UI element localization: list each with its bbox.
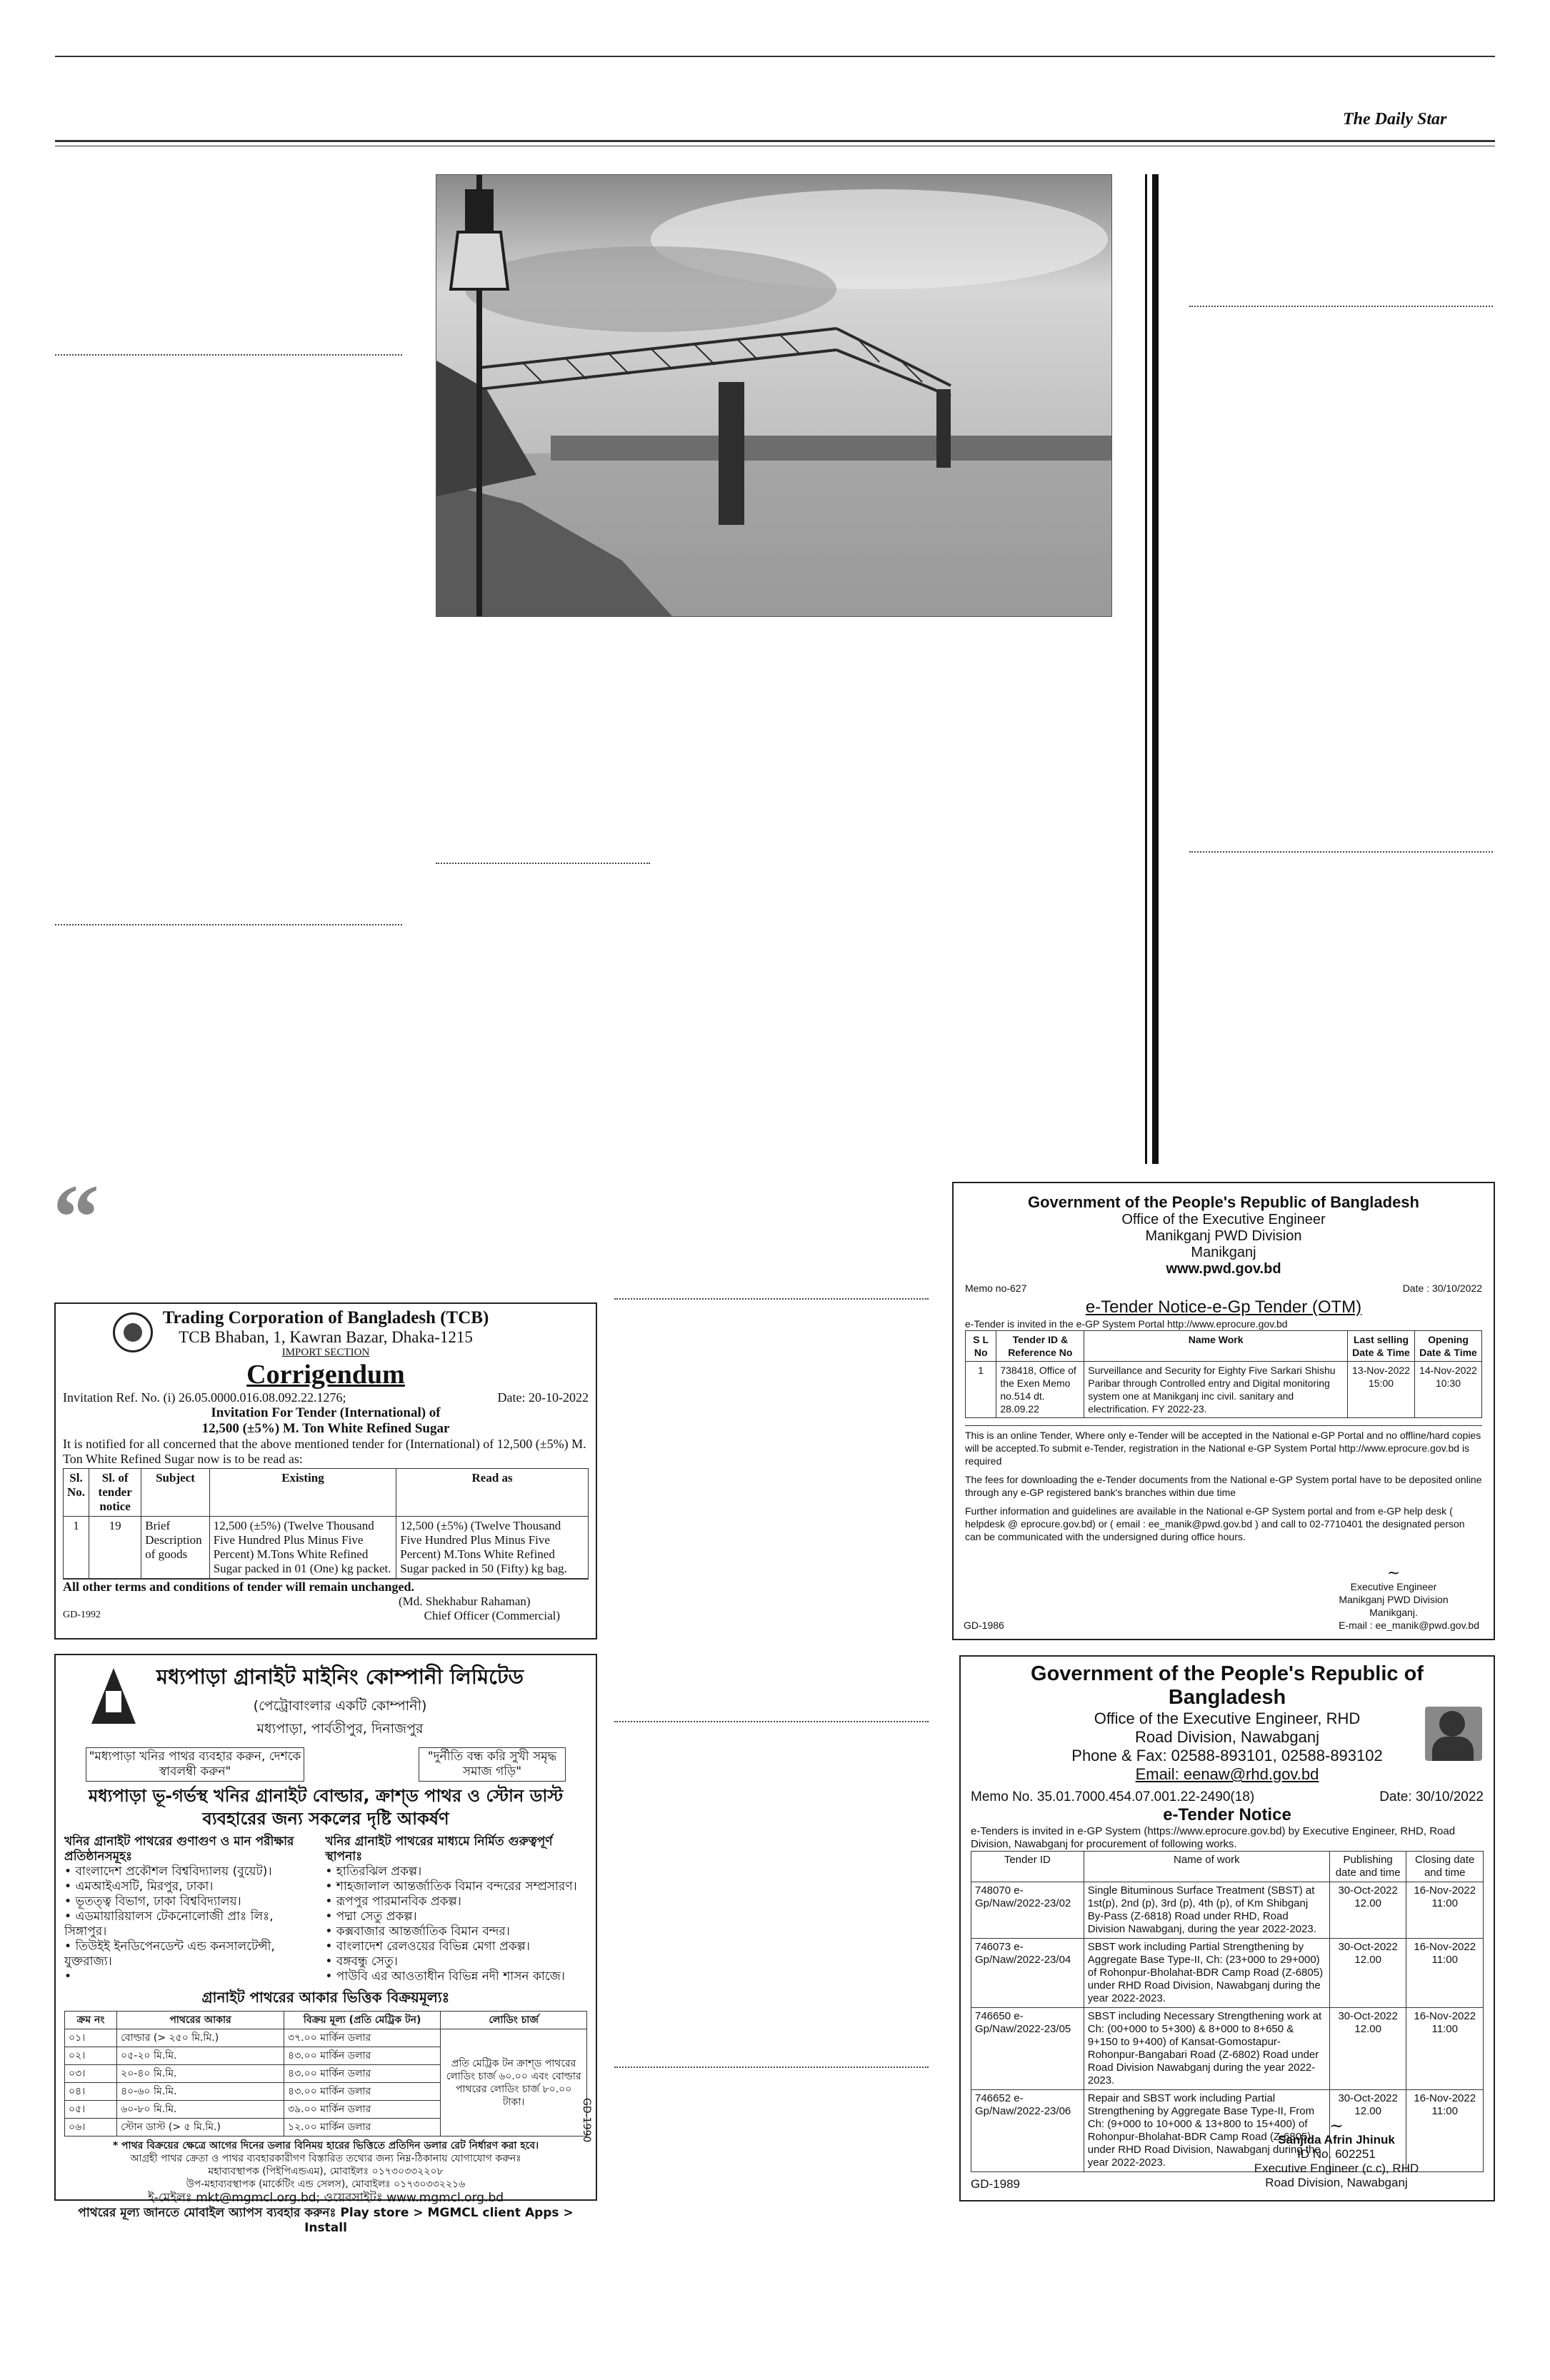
separator-left-2 — [55, 924, 402, 925]
tcb-date: Date: 20-10-2022 — [497, 1390, 589, 1405]
pwd-sig1: Executive Engineer — [1350, 1581, 1437, 1592]
table-cell: ০৩। — [65, 2065, 117, 2083]
rhd-invite: e-Tenders is invited in e-GP System (https://www.eprocure.gov.bd) by Executive Engineer, RHD, Road Division, Nawabganj for procurement of following works. — [971, 1825, 1456, 1850]
pwd-tender-ad — [952, 1182, 1495, 1640]
tcb-col-readas: Read as — [396, 1469, 589, 1517]
table-cell: 16-Nov-2022 11:00 — [1406, 1939, 1484, 2008]
tcb-address: TCB Bhaban, 1, Kawran Bazar, Dhaka-1215 — [179, 1328, 473, 1346]
tcb-logo — [113, 1312, 153, 1352]
table-cell: ৪০-৬০ মি.মি. — [117, 2083, 284, 2101]
table-row — [971, 2008, 1484, 2090]
tcb-signer: (Md. Shekhabur Rahaman) — [399, 1595, 531, 1608]
table-row — [65, 2029, 587, 2047]
tcb-org: Trading Corporation of Bangladesh (TCB) — [162, 1308, 489, 1327]
table-cell: ৪৩.০০ মার্কিন ডলার — [284, 2083, 441, 2101]
header-rule-1 — [55, 140, 1495, 142]
list-item: • শাহজালাল আন্তর্জাতিক বিমান বন্দরের সম্প্রসারণ। — [325, 1879, 577, 1894]
pwd-l5[interactable]: www.pwd.gov.bd — [1166, 1261, 1281, 1277]
tcb-signer-title: Chief Officer (Commercial) — [424, 1609, 560, 1622]
rhd-memo: Memo No. 35.01.7000.454.07.001.22-2490(18) — [971, 1789, 1255, 1804]
tcb-subtitle2: 12,500 (±5%) M. Ton White Refined Sugar — [201, 1421, 450, 1436]
list-item: • এমআইএসটি, মিরপুর, ঢাকা। — [64, 1879, 214, 1894]
list-item: • হাতিরঝিল প্রকল্প। — [325, 1864, 422, 1879]
table-row — [966, 1331, 1482, 1362]
table-header: ক্রম নং — [65, 2012, 117, 2029]
table-header: লোডিং চার্জ — [441, 2012, 587, 2029]
table-cell: 30-Oct-2022 12.00 — [1329, 2008, 1406, 2090]
table-cell: ৩৭.০০ মার্কিন ডলার — [284, 2029, 441, 2047]
table-row — [971, 1852, 1484, 1882]
list-item: • বাংলাদেশ রেলওয়ের বিভিন্ন মেগা প্রকল্প। — [325, 1939, 530, 1954]
tcb-title: Corrigendum — [246, 1360, 405, 1390]
pwd-invite: e-Tender is invited in the e-GP System Portal http://www.eprocure.gov.bd — [965, 1318, 1288, 1330]
rhd-sig1: Sanjida Afrin Jhinuk — [1278, 2133, 1395, 2146]
table-cell: বোল্ডার (> ২৫০ মি.মি.) — [117, 2029, 284, 2047]
pwd-memo: Memo no-627 — [965, 1282, 1027, 1294]
mgmcl-gd: GD-1990 — [581, 2097, 592, 2142]
table-header: Last selling Date & Time — [1348, 1331, 1415, 1362]
list-item: • বঙ্গবন্ধু সেতু। — [325, 1954, 398, 1969]
tcb-ref: Invitation Ref. No. (i) 26.05.0000.016.08.092.22.1276; — [63, 1390, 346, 1405]
table-cell: SBST work including Partial Strengthening by Aggregate Base Type-II, Ch: (23+000 to 29+000) of Rohonpur-Bholahat-BDR Camp Road (Z-6805) under RHD Road Division, Nawabganj during the year 2022-2023. — [1084, 1939, 1329, 2008]
separator-mid-4 — [614, 2067, 929, 2068]
table-header: Tender ID — [971, 1852, 1084, 1882]
mgmcl-note1: * পাথর বিক্রয়ের ক্ষেত্রে আগের দিনের ডলার বিনিময় হারের ভিত্তিতে প্রতিদিন ডলার রেট নির্ধারণ করা হবে। — [112, 2140, 539, 2151]
table-header: বিক্রয় মূল্য (প্রতি মেট্রিক টন) — [284, 2012, 441, 2029]
table-cell: ০৬। — [65, 2119, 117, 2137]
top-rule — [55, 56, 1495, 57]
pwd-sig3: Manikganj. — [1369, 1607, 1418, 1618]
mgmcl-contact2: উপ-মহাব্যবস্থাপক (মার্কেটিং এন্ড সেলস), মোবাইলঃ ০১৭৩০৩৩২২১৬ — [186, 2179, 466, 2190]
tcb-gd: GD-1992 — [63, 1610, 101, 1620]
pwd-l4: Manikganj — [1191, 1245, 1256, 1260]
table-row — [966, 1362, 1482, 1418]
mgmcl-contact1: মহাব্যবস্থাপক (পিইপিএন্ডএম), মোবাইলঃ ০১৭৩০৩৩২২০৮ — [208, 2166, 444, 2177]
portrait-image — [1425, 1707, 1482, 1761]
column-rule-2 — [1152, 174, 1159, 1164]
rhd-notice: e-Tender Notice — [1163, 1805, 1291, 1824]
pwd-signature: ~ — [1386, 1565, 1401, 1582]
table-header: Opening Date & Time — [1415, 1331, 1482, 1362]
table-cell: 1 — [966, 1362, 996, 1418]
table-row — [65, 2012, 587, 2029]
list-item: • — [64, 1969, 72, 1984]
mgmcl-slogan2: "দুর্নীতি বন্ধ করি সুখী সমৃদ্ধ সমাজ গড়ি" — [419, 1747, 566, 1782]
table-cell: ৪৩.০০ মার্কিন ডলার — [284, 2047, 441, 2065]
table-cell: Repair and SBST work including Partial Strengthening by Aggregate Base Type-II, From Ch: (9+000 to 10+000 & 13+800 to 15+400) of Rohonpur-Bholahat-BDR Camp Road (Z-6805), under RHD Road Division, Nawabganj during the year 2022-2023. — [1084, 2090, 1329, 2172]
table-cell: 16-Nov-2022 11:00 — [1406, 2008, 1484, 2090]
mgmcl-ad — [54, 1654, 597, 2235]
table-cell: 746650 e-Gp/Naw/2022-23/05 — [971, 2008, 1084, 2090]
separator-mid-1 — [436, 863, 650, 864]
rhd-title: Government of the People's Republic of Bangladesh — [1031, 1662, 1424, 1709]
masthead-logo: The Daily Star — [1343, 110, 1447, 129]
rhd-signature: ~ — [1329, 2116, 1344, 2136]
table-cell: 738418, Office of the Exen Memo no.514 dt. 28.09.22 — [996, 1362, 1084, 1418]
table-cell: 1 — [64, 1517, 89, 1579]
table-cell: ০২। — [65, 2047, 117, 2065]
bridge-photo-graphic — [436, 175, 1111, 616]
tcb-footer: All other terms and conditions of tender will remain unchanged. — [63, 1579, 589, 1595]
mgmcl-sub1: (পেট্রোবাংলার একটি কোম্পানী) — [253, 1698, 427, 1714]
table-cell: ০১। — [65, 2029, 117, 2047]
mgmcl-contact3[interactable]: ই-মেইলঃ mkt@mgmcl.org.bd; ওয়েবসাইটঃ www.mgmcl.org.bd — [147, 2191, 504, 2205]
table-cell: SBST including Necessary Strengthening work at Ch: (00+000 to 5+300) & 8+000 to 8+650 & 9+150 to 9+400) of Kansat-Gomostapur-Rohonpur-Bangabari Road (Z-6802) Road under Road Division Nawabganj during the year 2022-2023. — [1084, 2008, 1329, 2090]
table-cell: ২০-৪০ মি.মি. — [117, 2065, 284, 2083]
table-cell: ০৫-২০ মি.মি. — [117, 2047, 284, 2065]
quote-mark: “ — [53, 1166, 99, 1269]
table-cell: ৬০-৮০ মি.মি. — [117, 2101, 284, 2119]
list-item: • পাউবি এর আওতাধীন বিভিন্ন নদী শাসন কাজে। — [325, 1969, 565, 1984]
table-cell: 30-Oct-2022 12.00 — [1329, 2090, 1406, 2172]
tcb-col-tender: Sl. of tender notice — [89, 1469, 141, 1517]
pwd-date: Date : 30/10/2022 — [1402, 1282, 1482, 1294]
pwd-p2: The fees for downloading the e-Tender documents from the National e-GP System portal have to be deposited online through any e-GP registered bank's branches within due time — [965, 1474, 1482, 1498]
mgmcl-title: মধ্যপাড়া গ্রানাইট মাইনিং কোম্পানী লিমিটেড — [156, 1665, 524, 1689]
mgmcl-sub2: মধ্যপাড়া, পার্বতীপুর, দিনাজপুর — [256, 1721, 424, 1737]
tcb-subtitle1: Invitation For Tender (International) of — [211, 1405, 441, 1420]
table-cell: 12,500 (±5%) (Twelve Thousand Five Hundred Plus Minus Five Percent) M.Tons White Refined Sugar packed in 50 (Fifty) kg bag. — [396, 1517, 589, 1579]
mgmcl-left-head: খনির গ্রানাইট পাথরের গুণাগুণ ও মান পরীক্ষার প্রতিষ্ঠানসমূহঃ — [64, 1834, 294, 1864]
mgmcl-logo — [89, 1665, 139, 1727]
table-cell: 746652 e-Gp/Naw/2022-23/06 — [971, 2090, 1084, 2172]
tcb-section: IMPORT SECTION — [281, 1347, 370, 1358]
tcb-intro: It is notified for all concerned that the above mentioned tender for (International) of 12,500 (±5%) M. Ton White Refined Sugar now is to be read as: — [63, 1437, 586, 1466]
table-header: Publishing date and time — [1329, 1852, 1406, 1882]
column-rule-1 — [1145, 174, 1147, 1164]
pwd-p1: This is an online Tender, Where only e-Tender will be accepted in the National e-GP Portal and no offline/hard copies will be accepted.To submit e-Tender, registration in the National e-GP System Portal http://www.eprocure.gov.bd is required — [965, 1425, 1482, 1467]
pwd-title: Government of the People's Republic of Bangladesh — [1028, 1193, 1419, 1211]
separator-left-1 — [55, 354, 402, 356]
table-cell: ১২.০০ মার্কিন ডলার — [284, 2119, 441, 2137]
tcb-table — [63, 1468, 589, 1579]
table-cell: 16-Nov-2022 11:00 — [1406, 1882, 1484, 1939]
table-cell: ০৪। — [65, 2083, 117, 2101]
table-cell: 19 — [89, 1517, 141, 1579]
table-cell: Brief Description of goods — [141, 1517, 209, 1579]
table-cell: ৪৩.০০ মার্কিন ডলার — [284, 2065, 441, 2083]
separator-right-2 — [1189, 851, 1493, 853]
tcb-col-subject: Subject — [141, 1469, 209, 1517]
rhd-l4: Phone & Fax: 02588-893101, 02588-893102 — [1071, 1747, 1383, 1764]
table-cell: 13-Nov-2022 15:00 — [1348, 1362, 1415, 1418]
mgmcl-footer: পাথরের মূল্য জানতে মোবাইল অ্যাপস ব্যবহার করুনঃ Play store > MGMCL client Apps > Install — [78, 2206, 574, 2235]
pwd-notice: e-Tender Notice-e-Gp Tender (OTM) — [1085, 1297, 1362, 1317]
rhd-l5[interactable]: Email: eenaw@rhd.gov.bd — [1135, 1765, 1319, 1783]
separator-mid-3 — [614, 1721, 929, 1722]
table-cell: 16-Nov-2022 11:00 — [1406, 2090, 1484, 2172]
rhd-l2: Office of the Executive Engineer, RHD — [1094, 1709, 1361, 1727]
table-header: পাথরের আকার — [117, 2012, 284, 2029]
list-item: • কক্সবাজার আন্তর্জাতিক বিমান বন্দর। — [325, 1924, 510, 1939]
mgmcl-slogan1: "মধ্যপাড়া খনির পাথর ব্যবহার করুন, দেশকে স্বাবলম্বী করুন" — [86, 1747, 304, 1782]
table-row — [64, 1517, 589, 1579]
table-row — [971, 1939, 1484, 2008]
rhd-l3: Road Division, Nawabganj — [1134, 1728, 1320, 1746]
table-cell: Surveillance and Security for Eighty Five Sarkari Shishu Paribar through Controlled entry and Digital monitoring system one at Manikganj inc civil. sanitary and electrification. FY 2022-23. — [1084, 1362, 1348, 1418]
table-cell: 14-Nov-2022 10:30 — [1415, 1362, 1482, 1418]
bridge-photo — [436, 174, 1112, 617]
pwd-sig2: Manikganj PWD Division — [1339, 1594, 1449, 1605]
rhd-date: Date: 30/10/2022 — [1379, 1789, 1484, 1804]
mgmcl-logo-graphic — [89, 1665, 139, 1727]
tcb-col-sl: Sl. No. — [64, 1469, 89, 1517]
mgmcl-right-head: খনির গ্রানাইট পাথরের মাধ্যমে নির্মিত গুরুত্বপূর্ণ স্থাপনাঃ — [325, 1834, 553, 1864]
list-item: • রূপপুর পারমানবিক প্রকল্প। — [325, 1894, 461, 1909]
list-item: • এডমায়ারিয়ালস টেকনোলোজী প্রাঃ লিঃ, সিঙ্গাপুর। — [64, 1909, 274, 1939]
table-cell: স্টোন ডাস্ট (> ৫ মি.মি.) — [117, 2119, 284, 2137]
table-header: Closing date and time — [1406, 1852, 1484, 1882]
mgmcl-headline: মধ্যপাড়া ভূ-গর্ভস্থ খনির গ্রানাইট বোল্ডার, ক্রাশ্ড পাথর ও স্টোন ডাস্ট ব্যবহারের জন্য সকলের দৃষ্টি আকর্ষণ — [88, 1786, 564, 1829]
list-item: • পদ্মা সেতু প্রকল্প। — [325, 1909, 417, 1924]
mgmcl-note2: আগ্রহী পাথর ক্রেতা ও পাথর ব্যবহারকারীগণ বিস্তারিত তথ্যের জন্য নিম্ন-ঠিকানায় যোগাযোগ করুনঃ — [130, 2153, 521, 2164]
separator-mid-2 — [614, 1298, 929, 1300]
list-item: • ভূতত্ত্ব বিভাগ, ঢাকা বিশ্ববিদ্যালয়। — [64, 1894, 241, 1909]
list-item: • তিউইই ইনডিপেনডেন্ট এন্ড কনসালটেন্সী, যুক্তরাজ্য। — [64, 1939, 275, 1969]
separator-right-1 — [1189, 306, 1493, 307]
table-cell: 748070 e-Gp/Naw/2022-23/02 — [971, 1882, 1084, 1939]
pwd-table — [965, 1330, 1482, 1418]
table-cell: ০৫। — [65, 2101, 117, 2119]
list-item: • বাংলাদেশ প্রকৌশল বিশ্ববিদ্যালয় (বুয়েট)। — [64, 1864, 272, 1879]
pwd-l2: Office of the Executive Engineer — [1121, 1212, 1326, 1227]
pwd-gd: GD-1986 — [964, 1620, 1004, 1631]
pwd-email: E-mail : ee_manik@pwd.gov.bd — [1339, 1620, 1479, 1631]
table-cell: 30-Oct-2022 12.00 — [1329, 1882, 1406, 1939]
tcb-col-existing: Existing — [209, 1469, 396, 1517]
table-header: S L No — [966, 1331, 996, 1362]
mgmcl-price-head: গ্রানাইট পাথরের আকার ভিত্তিক বিক্রয়মূল্যঃ — [201, 1989, 450, 2006]
table-cell: Single Bituminous Surface Treatment (SBST) at 1st(p), 2nd (p), 3rd (p), 4th (p), of Km Shibganj By-Pass (Z-6818) Road under RHD, Road Division Nawabganj, during the year 2022-2023. — [1084, 1882, 1329, 1939]
mgmcl-loading-charge: প্রতি মেট্রিক টন ক্রাশ্ড পাথরের লোডিং চার্জ ৬০.০০ এবং বোল্ডার পাথরের লোডিং চার্জ ৮০.০০ টাকা। — [441, 2029, 587, 2137]
mgmcl-price-table — [64, 2011, 587, 2137]
table-cell: 746073 e-Gp/Naw/2022-23/04 — [971, 1939, 1084, 2008]
table-cell: ৩৯.০০ মার্কিন ডলার — [284, 2101, 441, 2119]
table-cell: 30-Oct-2022 12.00 — [1329, 1939, 1406, 2008]
pwd-p3: Further information and guidelines are available in the National e-GP System portal and from e-GP help desk ( helpdesk @ eprocure.gov.bd) or ( email : ee_manik@pwd.gov.bd ) and call to 02-7710401 the designated person can be communicated with the undersigned during office hours. — [965, 1505, 1465, 1542]
table-header: Name Work — [1084, 1331, 1348, 1362]
rhd-tender-ad — [959, 1655, 1495, 2201]
pwd-l3: Manikganj PWD Division — [1145, 1228, 1302, 1244]
table-cell: 12,500 (±5%) (Twelve Thousand Five Hundred Plus Minus Five Percent) M.Tons White Refined Sugar packed in 01 (One) kg packet. — [209, 1517, 396, 1579]
table-row — [971, 1882, 1484, 1939]
rhd-gd: GD-1989 — [971, 2177, 1020, 2191]
table-row — [64, 1469, 589, 1517]
rhd-sig2: ID No. 602251 — [1297, 2147, 1376, 2161]
rhd-sig3: Executive Engineer (c.c), RHD — [1254, 2161, 1419, 2175]
rhd-sig4: Road Division, Nawabganj — [1265, 2176, 1408, 2189]
table-header: Tender ID & Reference No — [996, 1331, 1084, 1362]
tcb-corrigendum-ad — [54, 1302, 597, 1640]
table-header: Name of work — [1084, 1852, 1329, 1882]
